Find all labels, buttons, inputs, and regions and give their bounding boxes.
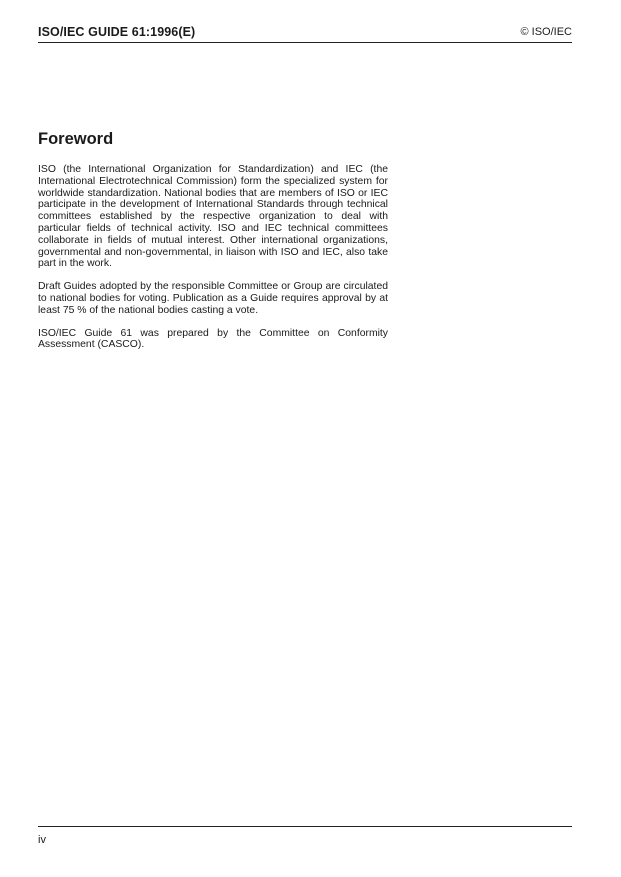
page-header	[38, 25, 572, 43]
footer-rule	[38, 826, 572, 827]
copyright-notice: © ISO/IEC	[520, 26, 572, 38]
document-identifier: ISO/IEC GUIDE 61:1996(E)	[38, 25, 196, 39]
paragraph-preparation: ISO/IEC Guide 61 was prepared by the Committee on Conformity Assessment (CASCO).	[38, 327, 388, 351]
page-title: Foreword	[38, 130, 114, 148]
header-rule	[38, 42, 572, 43]
paragraph-voting: Draft Guides adopted by the responsible Committee or Group are circulated to national bodies for voting. Publication as a Guide requires approval by at least 75 % of the national bodies casting a vote.	[38, 281, 388, 316]
paragraph-standardization-system: ISO (the International Organization for Standardization) and IEC (the International Electrotechnical Commission) form the specialized system for worldwide standardization. National bodies that are members of ISO or IEC participate in the development of International Standards through technical committees established by the respective organization to deal with particular fields of technical activity. ISO and IEC technical committees collaborate in fields of mutual interest. Other international organizations, governmental and non-governmental, in liaison with ISO and IEC, also take part in the work.	[38, 164, 388, 270]
page-number: iv	[38, 834, 46, 846]
foreword-body	[38, 164, 388, 362]
